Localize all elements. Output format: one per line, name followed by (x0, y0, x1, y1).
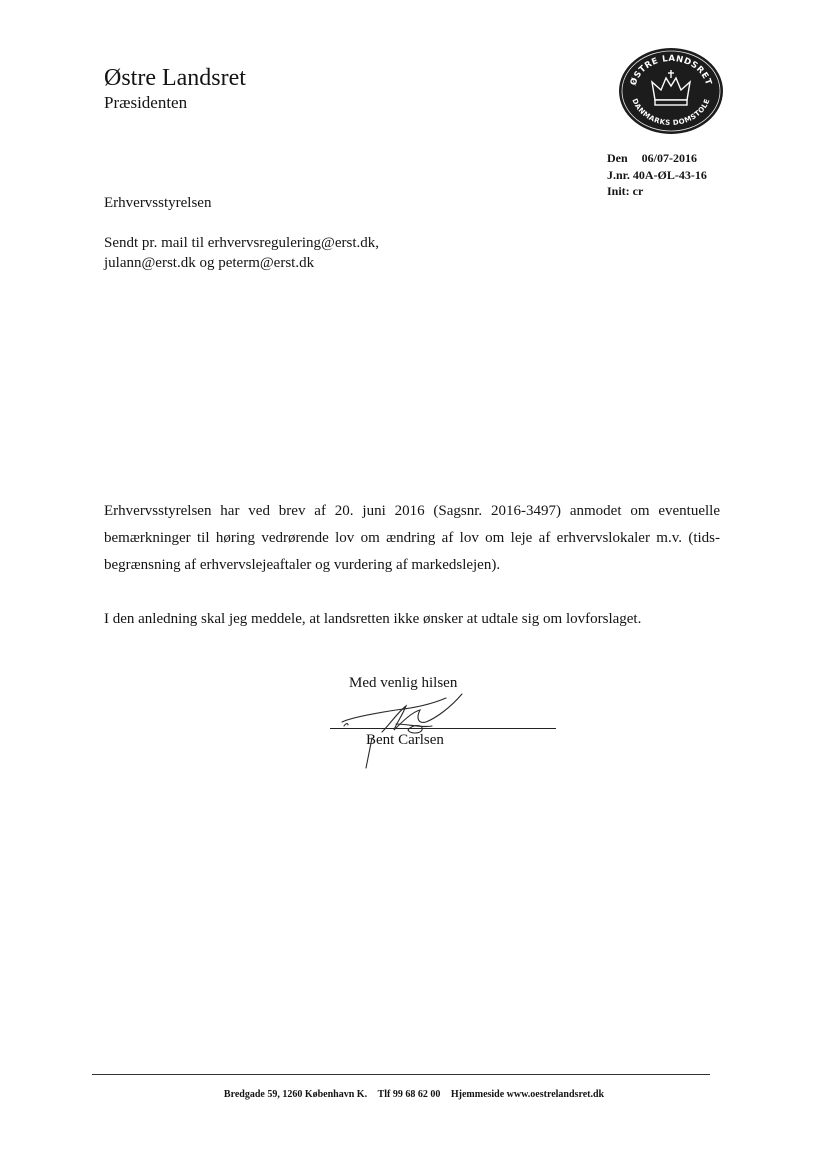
sent-by-mail (104, 233, 379, 273)
signer-name: Bent Carlsen (366, 732, 444, 748)
footer (0, 1089, 828, 1101)
seal-top-text: ØSTRE LANDSRET (628, 53, 714, 87)
initials: Init: cr (607, 184, 644, 198)
footer-phone: Tlf 99 68 62 00 (377, 1089, 441, 1100)
body-paragraph-2: I den anledning skal jeg meddele, at landsretten ikke ønsker at udtale sig om lovforslaget. (104, 611, 642, 627)
closing: Med venlig hilsen (349, 675, 458, 691)
sent-line-1: Sendt pr. mail til erhvervsregulering@erst.dk, (104, 235, 380, 251)
footer-address: Bredgade 59, 1260 København K. (223, 1089, 368, 1100)
journal-number: J.nr. 40A-ØL-43-16 (607, 168, 707, 182)
court-seal (617, 46, 725, 136)
sent-line-2: julann@erst.dk og peterm@erst.dk (104, 255, 315, 271)
body-paragraph-1: Erhvervsstyrelsen har ved brev af 20. juni 2016 (Sagsnr. 2016-3497) anmodet om eventuelle bemærkninger til høring vedrørende lov om ændring af lov om leje af erhvervslokaler m.v. (tids- begrænsning af erhvervslejeaftaler og vurdering af markedslejen). (104, 503, 720, 573)
court-name: Østre Landsret (104, 65, 246, 91)
footer-website: Hjemmeside www.oestrelandsret.dk (450, 1089, 605, 1100)
handwritten-signature (336, 688, 476, 770)
letter-date (607, 150, 697, 166)
footer-divider (92, 1074, 710, 1075)
date-label: Den (607, 151, 628, 165)
department-title: Præsidenten (104, 93, 188, 112)
date-value: 06/07-2016 (641, 151, 698, 165)
seal-bottom-text: DANMARKS DOMSTOLE (630, 97, 712, 128)
recipient: Erhvervsstyrelsen (104, 195, 212, 211)
